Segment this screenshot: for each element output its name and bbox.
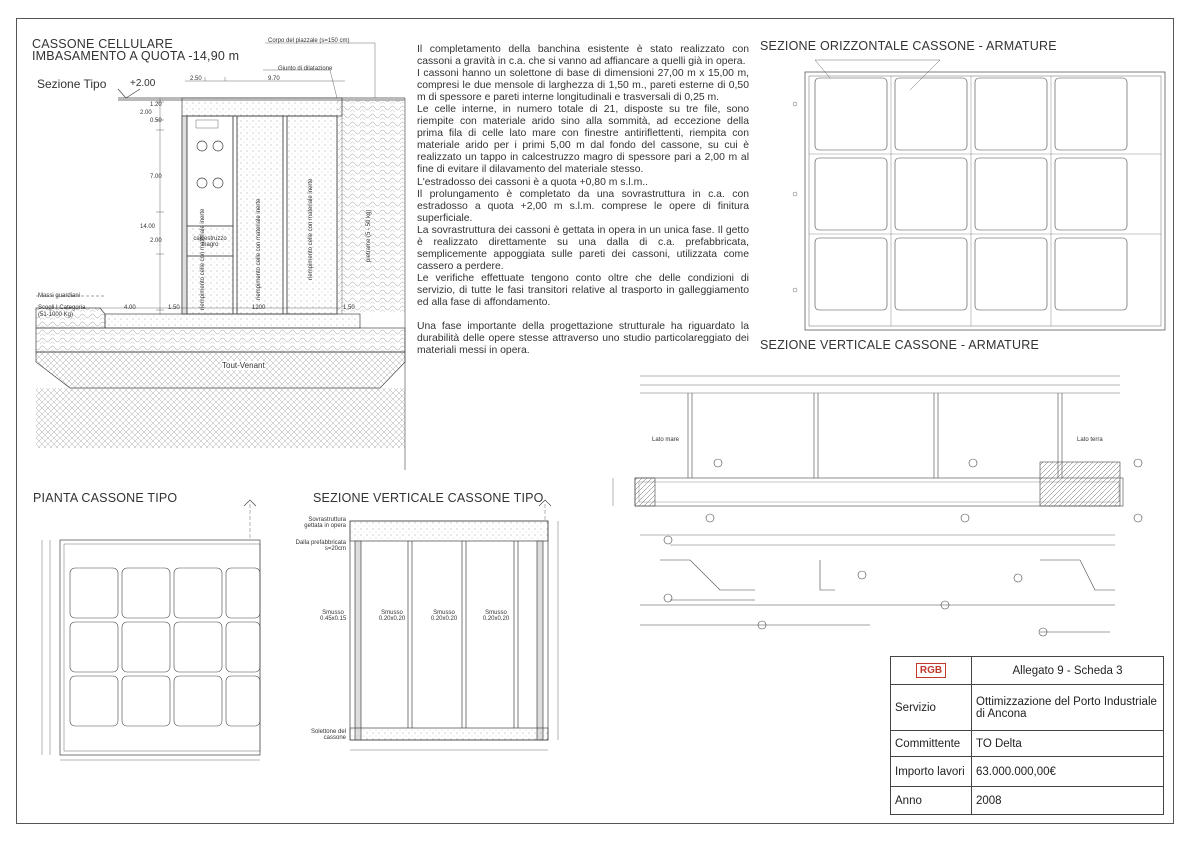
smusso-label-4: Smusso 0.20x0.20	[482, 610, 510, 622]
paragraph: Le celle interne, in numero totale di 21, disposte su tre file, sono riempite con materiale arido sino alla sommità, ad eccezione della prima fila di celle lato mare con finestre antiriflettenti, riempita con materiale arido per i primi 5,00 m dal fondo del cassone, su cui è realizzato un tappo in calcestruzzo magro di spessore pari a 2,00 m al fine di evitare il dilavamento del materiale stesso.	[417, 104, 749, 176]
verticale-tipo-title: SEZIONE VERTICALE CASSONE TIPO	[313, 491, 544, 505]
importo-value: 63.000.000,00€	[972, 757, 1164, 787]
paragraph: L'estradosso dei cassoni è a quota +0,80 m s.l.m..	[417, 176, 648, 188]
lato-mare-label: Lato mare	[652, 437, 680, 443]
lato-terra-label: Lato terra	[1077, 437, 1103, 443]
paragraph: Le verifiche effettuate tengono conto oltre che delle condizioni di servizio, di tutte le fasi transitori relative al trasporto in galleggiamento ed alla fase di affondamento.	[417, 272, 749, 308]
riemp-label-2: riempimento celle con materiale inerte	[256, 198, 262, 300]
smusso-label-3: Smusso 0.20x0.20	[430, 610, 458, 622]
sezione-tipo-drawing	[36, 43, 405, 470]
tout-venant-label: Tout-Venant	[222, 361, 265, 370]
scogli-label-1: Scogli I Categoria	[38, 305, 86, 311]
cassone-title-2: IMBASAMENTO A QUOTA -14,90 m	[32, 49, 240, 63]
dim-400: 4.00	[124, 305, 136, 311]
verticale-tipo-drawing	[350, 500, 558, 750]
corpo-label: Corpo del piazzale (s=150 cm)	[268, 38, 350, 44]
logo-cell	[891, 657, 972, 685]
massi-label: Massi guardiani	[38, 293, 81, 299]
smusso-label-1: Smusso 0.45x0.15	[320, 610, 347, 622]
dalla-label: Dalla prefabbricata s=20cm	[295, 540, 346, 552]
dim-970: 9.70	[268, 76, 280, 82]
paragraph: La sovrastruttura dei cassoni è gettata in opera in un unica fase. Il getto è realizzato direttamente su una dalla di c.a. prefabbricata, semplicemente appoggiata sulle pareti dei cassoni, utilizzata come cassero a perdere.	[417, 224, 749, 272]
importo-label: Importo lavori	[891, 757, 972, 787]
cassone-title-1: CASSONE CELLULARE	[32, 37, 173, 51]
giunto-label: Giunto di dilatazione	[278, 66, 333, 72]
pianta-drawing	[42, 500, 260, 760]
servizio-value: Ottimizzazione del Porto Industriale di Ancona	[972, 685, 1164, 731]
dim-250: 2.50	[190, 76, 202, 82]
paragraph: Il completamento della banchina esistente è stato realizzato con cassoni a gravità in c.a. che si vanno ad affiancare a quelli già in opera.	[417, 44, 749, 68]
dim-1400: 14.00	[140, 224, 156, 230]
committente-label: Committente	[891, 731, 972, 757]
dim-150a: 1.50	[168, 305, 180, 311]
orizzontale-armature-drawing	[793, 60, 1165, 330]
solettone-label: Solettone del cassone	[310, 729, 346, 741]
verticale-armature-drawing	[613, 376, 1142, 636]
title-block	[890, 656, 1164, 815]
dim-200a: 2.00	[140, 110, 152, 116]
orizzontale-title: SEZIONE ORIZZONTALE CASSONE - ARMATURE	[760, 39, 1057, 53]
pietrame-label: pietrame (5 - 50 kg)	[366, 209, 372, 262]
paragraph: Il prolungamento è completato da una sovrastruttura in c.a. con estradosso a quota +2,00 m s.l.m. comprese le opere di finitura superficiale.	[417, 188, 749, 224]
allegato-cell	[972, 657, 1164, 685]
paragraph: Una fase importante della progettazione strutturale ha riguardato la durabilità delle opere stesse attraverso uno studio particolareggiato dei materiali messi in opera.	[417, 321, 749, 357]
dim-1200: 1200	[252, 305, 266, 311]
dim-050: 0.50	[150, 118, 162, 124]
dim-700: 7.00	[150, 174, 162, 180]
anno-value: 2008	[972, 787, 1164, 815]
dim-200b: 2.00	[150, 238, 162, 244]
calcestruzzo-label: calcestruzzo magro	[193, 236, 227, 248]
dim-150b: 1.50	[343, 305, 355, 311]
servizio-label: Servizio	[891, 685, 972, 731]
allegato-label: Allegato 9 - Scheda 3	[1012, 664, 1123, 677]
scogli-label-2: (51-1000 Kg)	[38, 312, 74, 318]
paragraph: I cassoni hanno un solettone di base di dimensioni 27,00 m x 15,00 m, compresi le due mensole di larghezza di 1,50 m., pareti esterne di 0,50 m di spessore e pareti interne longitudinali e trasversali di 0,25 m.	[417, 68, 749, 104]
anno-label: Anno	[891, 787, 972, 815]
smusso-label-2: Smusso 0.20x0.20	[378, 610, 406, 622]
sovra-label: Sovrastruttura gettata in opera	[304, 517, 346, 529]
dim-120: 1.20	[150, 102, 162, 108]
committente-value: TO Delta	[972, 731, 1164, 757]
riemp-label-1: riempimento celle con materiale inerte	[200, 208, 206, 310]
sezione-tipo-label: Sezione Tipo	[37, 77, 107, 91]
riemp-label-3: riempimento celle con materiale inerte	[308, 178, 314, 280]
verticale-armature-title: SEZIONE VERTICALE CASSONE - ARMATURE	[760, 338, 1040, 352]
rgb-logo: RGB	[916, 663, 946, 678]
pianta-title: PIANTA CASSONE TIPO	[33, 491, 178, 505]
quota-label: +2.00	[130, 78, 156, 89]
